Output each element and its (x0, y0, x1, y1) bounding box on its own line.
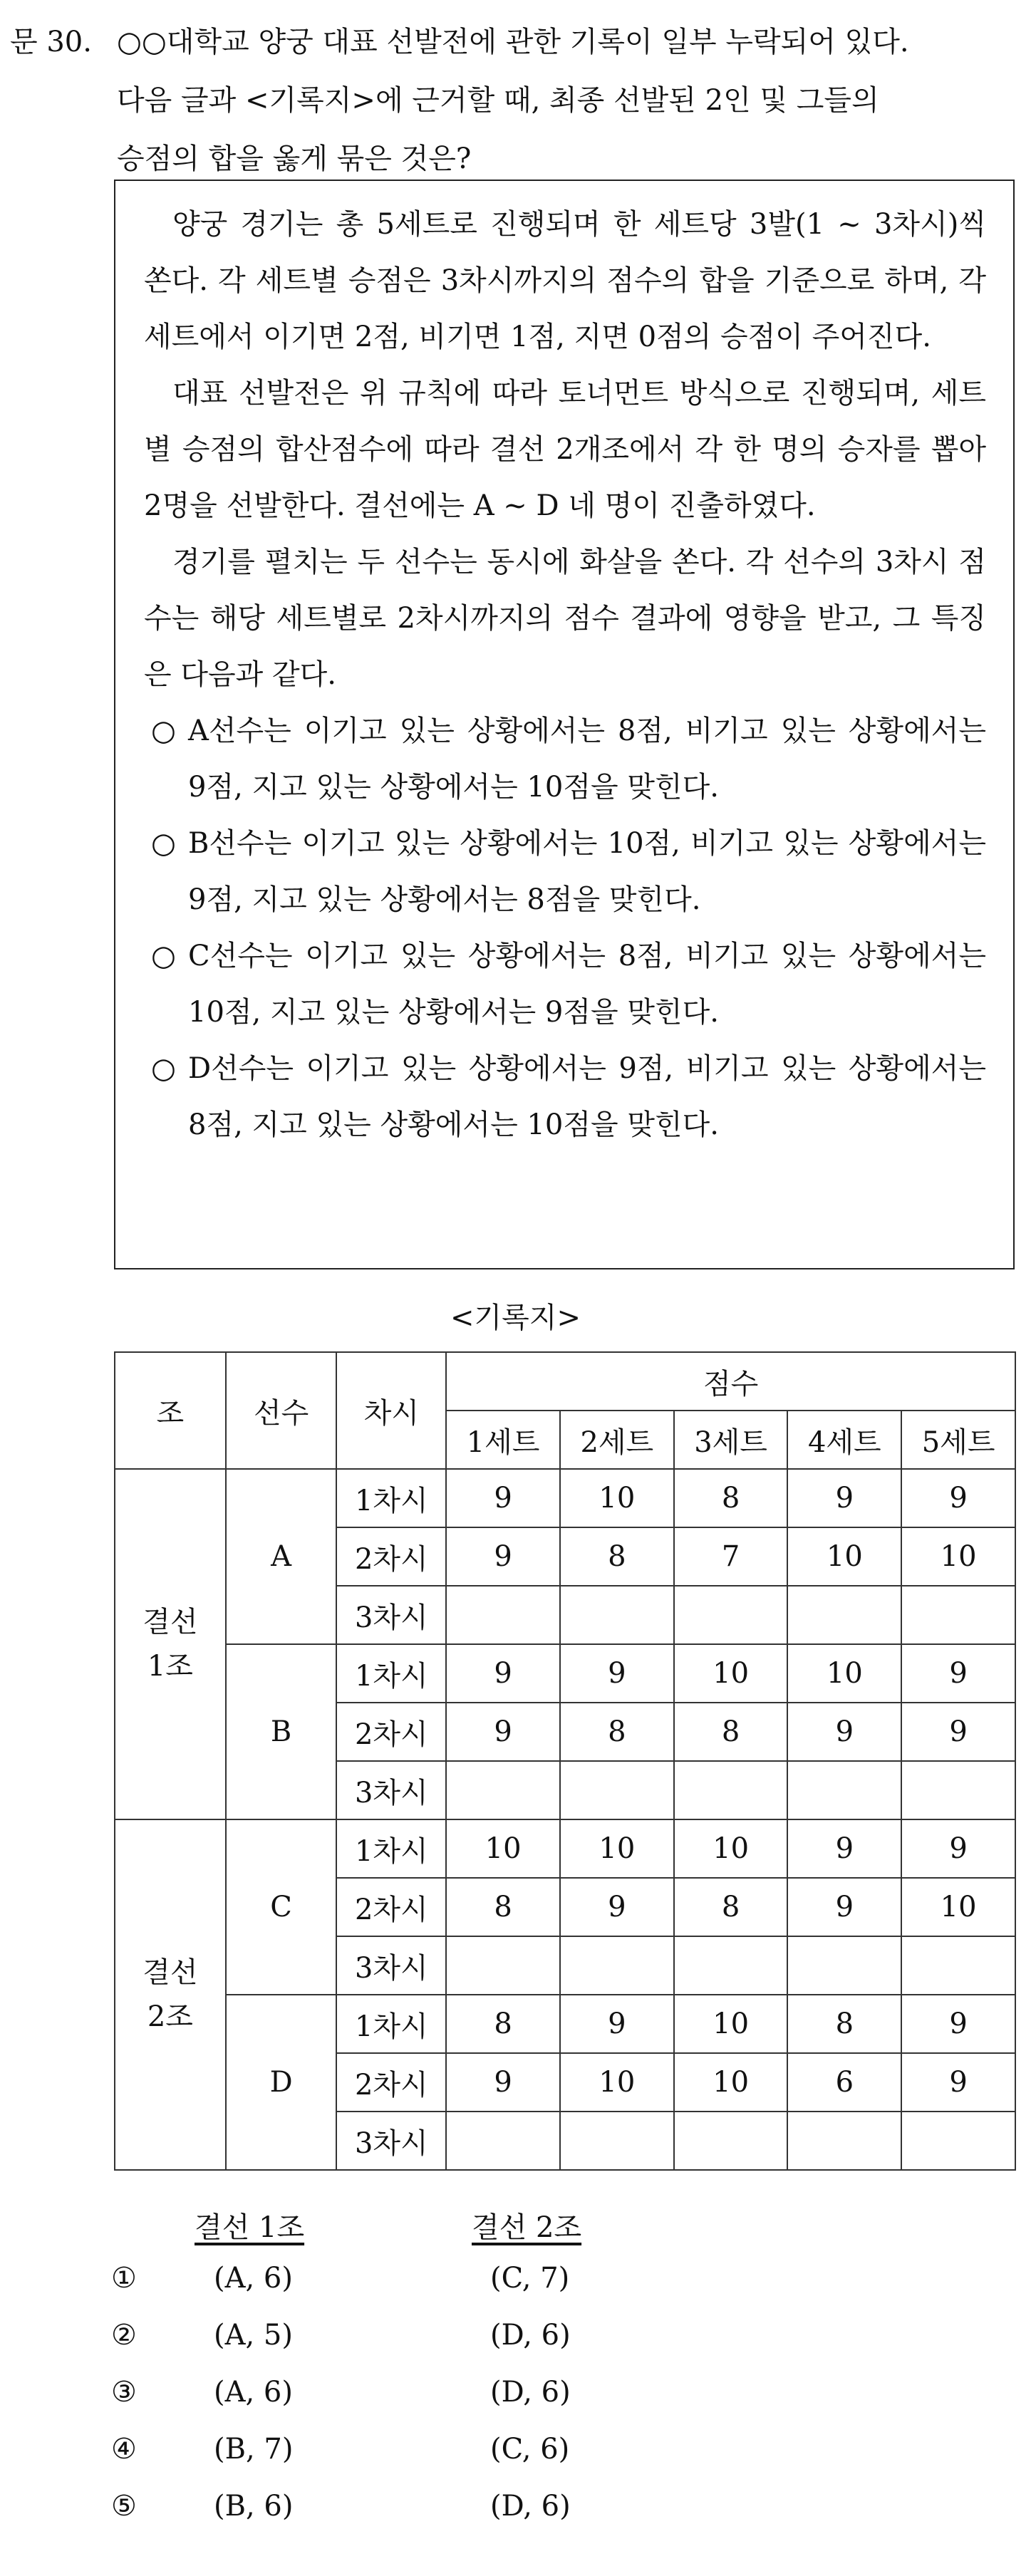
player-name: A (226, 1469, 337, 1644)
option-number: ④ (111, 2433, 137, 2466)
option-group-1: (A, 6) (214, 2376, 293, 2409)
score-cell: 8 (674, 1878, 788, 1936)
bullet-circle-icon: ○ (151, 715, 176, 747)
question-number: 문 30. (10, 26, 92, 58)
score-cell (560, 2112, 674, 2170)
question-stem (10, 13, 1022, 188)
score-cell (901, 2112, 1015, 2170)
header-set-4: 4세트 (787, 1411, 901, 1469)
bullet-circle-icon: ○ (151, 827, 176, 860)
answer-header-group-2: 결선 2조 (472, 2211, 582, 2244)
header-set-2: 2세트 (560, 1411, 674, 1469)
option-group-1: (B, 6) (214, 2490, 294, 2523)
score-cell (560, 1761, 674, 1819)
score-cell: 10 (674, 1644, 788, 1703)
header-round: 차시 (336, 1352, 446, 1469)
score-cell: 9 (901, 1995, 1015, 2053)
score-cell: 10 (560, 2053, 674, 2112)
score-cell (787, 1761, 901, 1819)
header-group: 조 (115, 1352, 226, 1469)
score-cell (787, 1936, 901, 1995)
round-label: 2차시 (336, 1703, 446, 1761)
score-cell: 9 (446, 1644, 560, 1703)
record-table (114, 1351, 1016, 2171)
score-cell: 10 (446, 1819, 560, 1878)
score-cell (901, 1936, 1015, 1995)
player-a-rule: ○ A선수는 이기고 있는 상황에서는 8점, 비기고 있는 상황에서는 9점, 지고 있는 상황에서는 10점을 맞힌다. (144, 703, 986, 816)
score-cell: 10 (560, 1469, 674, 1527)
question-line-1: ○○대학교 양궁 대표 선발전에 관한 기록이 일부 누락되어 있다. (117, 26, 909, 58)
player-c-rule: ○ C선수는 이기고 있는 상황에서는 8점, 비기고 있는 상황에서는 10점, 지고 있는 상황에서는 9점을 맞힌다. (144, 928, 986, 1041)
score-cell (674, 1761, 788, 1819)
score-cell (901, 1761, 1015, 1819)
player-b-rule: ○ B선수는 이기고 있는 상황에서는 10점, 비기고 있는 상황에서는 9점, 지고 있는 상황에서는 8점을 맞힌다. (144, 816, 986, 928)
score-cell (674, 1586, 788, 1644)
score-cell (787, 2112, 901, 2170)
score-cell: 10 (787, 1644, 901, 1703)
passage-paragraph-2: 대표 선발전은 위 규칙에 따라 토너먼트 방식으로 진행되며, 세트별 승점의 합산점수에 따라 결선 2개조에서 각 한 명의 승자를 뽑아 2명을 선발한다. 결선에는 A ~ D 네 명이 진출하였다. (144, 377, 986, 522)
score-cell (446, 1761, 560, 1819)
score-cell: 10 (674, 1995, 788, 2053)
record-body (115, 1469, 1015, 2170)
header-set-5: 5세트 (901, 1411, 1015, 1469)
option-group-2: (D, 6) (490, 2376, 571, 2409)
table-row (115, 1644, 1015, 1703)
score-cell: 9 (901, 1819, 1015, 1878)
table-row (115, 1819, 1015, 1878)
header-player: 선수 (226, 1352, 337, 1469)
player-name: D (226, 1995, 337, 2170)
score-cell (446, 1936, 560, 1995)
question-line-2: 다음 글과 <기록지>에 근거할 때, 최종 선발된 2인 및 그들의 (117, 84, 879, 117)
score-cell: 9 (446, 1703, 560, 1761)
score-cell: 10 (674, 2053, 788, 2112)
score-cell: 6 (787, 2053, 901, 2112)
option-group-1: (A, 5) (214, 2319, 293, 2352)
answer-header-group-1: 결선 1조 (195, 2211, 305, 2244)
score-cell (560, 1936, 674, 1995)
bullet-circle-icon: ○ (151, 1052, 176, 1085)
score-cell: 8 (787, 1995, 901, 2053)
header-set-3: 3세트 (674, 1411, 788, 1469)
score-cell: 8 (560, 1703, 674, 1761)
score-cell: 9 (560, 1995, 674, 2053)
table-row (115, 1995, 1015, 2053)
score-cell: 8 (560, 1527, 674, 1586)
score-cell: 8 (446, 1878, 560, 1936)
score-cell: 10 (787, 1527, 901, 1586)
score-cell: 10 (901, 1527, 1015, 1586)
score-cell: 10 (674, 1819, 788, 1878)
round-label: 3차시 (336, 1586, 446, 1644)
option-group-2: (D, 6) (490, 2490, 571, 2523)
passage-paragraph-3: 경기를 펼치는 두 선수는 동시에 화살을 쏜다. 각 선수의 3차시 점수는 해당 세트별로 2차시까지의 점수 결과에 영향을 받고, 그 특징은 다음과 같다. (144, 546, 986, 691)
score-cell: 9 (901, 1644, 1015, 1703)
score-cell (901, 1586, 1015, 1644)
score-cell (446, 1586, 560, 1644)
round-label: 3차시 (336, 1761, 446, 1819)
score-cell (560, 1586, 674, 1644)
score-cell: 8 (446, 1995, 560, 2053)
round-label: 3차시 (336, 1936, 446, 1995)
score-cell: 9 (787, 1878, 901, 1936)
round-label: 1차시 (336, 1819, 446, 1878)
bullet-circle-icon: ○ (151, 940, 176, 972)
option-group-2: (D, 6) (490, 2319, 571, 2352)
passage-box (114, 180, 1015, 1269)
player-name: C (226, 1819, 337, 1995)
score-cell: 8 (674, 1703, 788, 1761)
option-number: ① (111, 2262, 137, 2295)
round-label: 1차시 (336, 1469, 446, 1527)
score-cell: 7 (674, 1527, 788, 1586)
round-label: 2차시 (336, 1527, 446, 1586)
round-label: 1차시 (336, 1644, 446, 1703)
score-cell: 9 (560, 1644, 674, 1703)
option-group-1: (A, 6) (214, 2262, 293, 2295)
group-label: 결선 1조 (115, 1469, 226, 1819)
header-set-1: 1세트 (446, 1411, 560, 1469)
score-cell: 9 (446, 1527, 560, 1586)
score-cell: 9 (446, 1469, 560, 1527)
option-number: ⑤ (111, 2490, 137, 2523)
record-title: <기록지> (450, 1302, 581, 1334)
score-cell (674, 2112, 788, 2170)
group-label: 결선 2조 (115, 1819, 226, 2170)
round-label: 3차시 (336, 2112, 446, 2170)
player-name: B (226, 1644, 337, 1819)
score-cell: 10 (560, 1819, 674, 1878)
option-group-1: (B, 7) (214, 2433, 294, 2466)
score-cell: 8 (674, 1469, 788, 1527)
score-cell: 9 (901, 1469, 1015, 1527)
score-cell: 9 (560, 1878, 674, 1936)
player-d-rule: ○ D선수는 이기고 있는 상황에서는 9점, 비기고 있는 상황에서는 8점, 지고 있는 상황에서는 10점을 맞힌다. (144, 1041, 986, 1153)
round-label: 2차시 (336, 2053, 446, 2112)
score-cell (787, 1586, 901, 1644)
score-cell: 9 (787, 1703, 901, 1761)
option-number: ③ (111, 2376, 137, 2409)
passage-paragraph-1: 양궁 경기는 총 5세트로 진행되며 한 세트당 3발(1 ~ 3차시)씩 쏜다. 각 세트별 승점은 3차시까지의 점수의 합을 기준으로 하며, 각 세트에서 이기면 2점, 비기면 1점, 지면 0점의 승점이 주어진다. (144, 208, 986, 353)
score-cell: 9 (787, 1469, 901, 1527)
score-cell: 10 (901, 1878, 1015, 1936)
round-label: 2차시 (336, 1878, 446, 1936)
header-score: 점수 (446, 1352, 1015, 1411)
score-cell: 9 (901, 1703, 1015, 1761)
score-cell: 9 (901, 2053, 1015, 2112)
score-cell (446, 2112, 560, 2170)
score-cell: 9 (787, 1819, 901, 1878)
score-cell: 9 (446, 2053, 560, 2112)
option-group-2: (C, 6) (490, 2433, 570, 2466)
option-number: ② (111, 2319, 137, 2352)
score-cell (674, 1936, 788, 1995)
table-row (115, 1469, 1015, 1527)
question-line-3: 승점의 합을 옳게 묶은 것은? (117, 142, 472, 175)
option-group-2: (C, 7) (490, 2262, 570, 2295)
round-label: 1차시 (336, 1995, 446, 2053)
